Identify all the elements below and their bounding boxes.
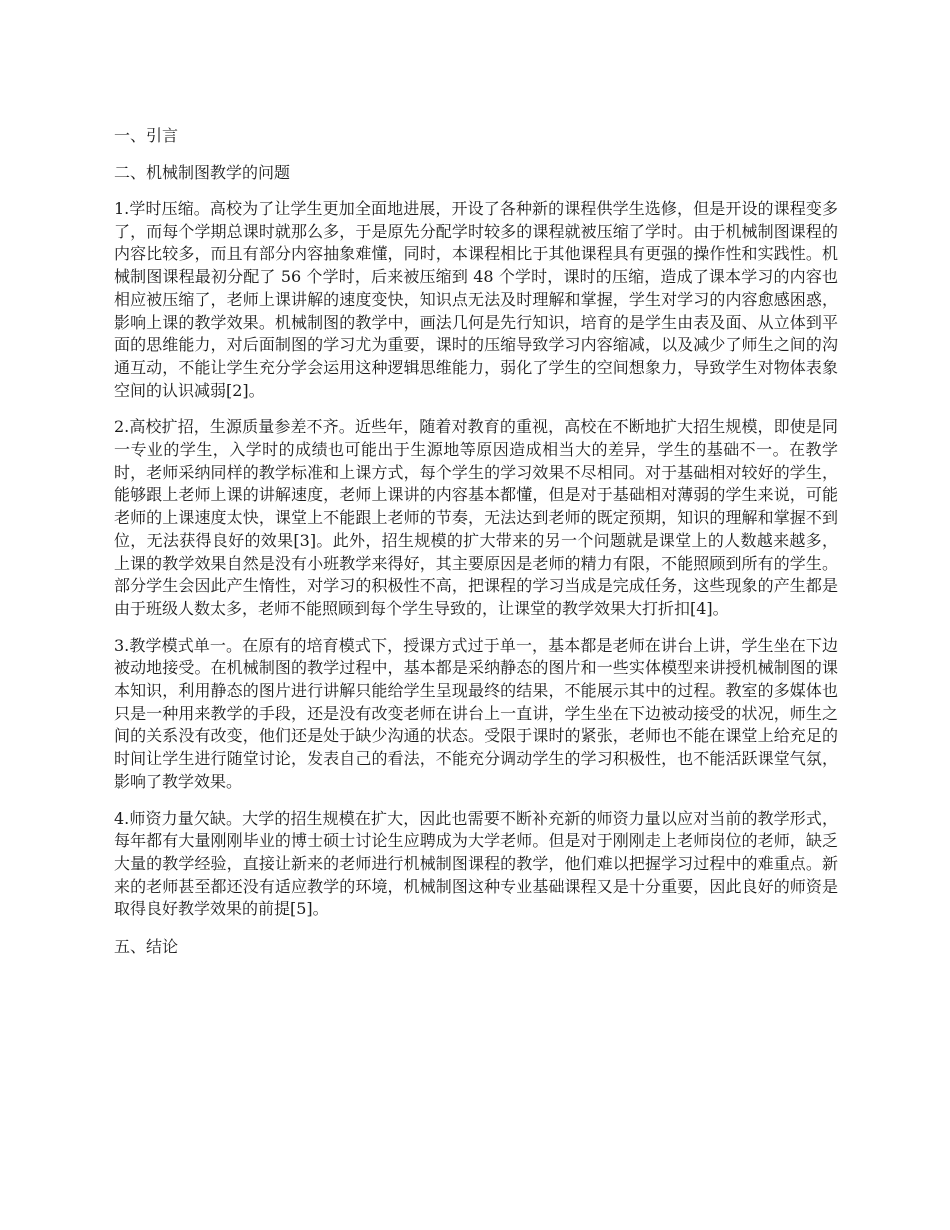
paragraph-class-hours-compression: 1.学时压缩。高校为了让学生更加全面地进展，开设了各种新的课程供学生选修，但是开设的课程变多了，而每个学期总课时就那么多，于是原先分配学时较多的课程就被压缩了学时。由于机械制图课程的内容比较多，而且有部分内容抽象难懂，同时，本课程相比于其他课程具有更强的操作性和实践性。机械制图课程最初分配了 56 个学时，后来被压缩到 48 个学时，课时的压缩，造成了课本学习的内容也相应被压缩了，老师上课讲解的速度变快，知识点无法及时理解和掌握，学生对学习的内容愈感困惑，影响上课的教学效果。机械制图的教学中，画法几何是先行知识，培育的是学生由表及面、从立体到平面的思维能力，对后面制图的学习尤为重要，课时的压缩导致学习内容缩减，以及减少了师生之间的沟通互动，不能让学生充分学会运用这种逻辑思维能力，弱化了学生的空间想象力，导致学生对物体表象空间的认识减弱[2]。 (114, 199, 838, 400)
paragraph-teaching-mode: 3.教学模式单一。在原有的培育模式下，授课方式过于单一，基本都是老师在讲台上讲，学生坐在下边被动地接受。在机械制图的教学过程中，基本都是采纳静态的图片和一些实体模型来讲授机械制图的课本知识，利用静态的图片进行讲解只能给学生呈现最终的结果，不能展示其中的过程。教室的多媒体也只是一种用来教学的手段，还是没有改变老师在讲台上一直讲，学生坐在下边被动接受的状况，师生之间的关系没有改变，他们还是处于缺少沟通的状态。受限于课时的紧张，老师也不能在课堂上给充足的时间让学生进行随堂讨论，发表自己的看法，不能充分调动学生的学习积极性，也不能活跃课堂气氛，影响了教学效果。 (114, 635, 838, 791)
section-heading-conclusion: 五、结论 (114, 937, 179, 957)
paragraph-enrollment-expansion: 2.高校扩招，生源质量参差不齐。近些年，随着对教育的重视，高校在不断地扩大招生规模，即使是同一专业的学生，入学时的成绩也可能出于生源地等原因造成相当大的差异，学生的基础不一。在教学时，老师采纳同样的教学标准和上课方式，每个学生的学习效果不尽相同。对于基础相对较好的学生，能够跟上老师上课的讲解速度，老师上课讲的内容基本都懂，但是对于基础相对薄弱的学生来说，可能老师的上课速度太快，课堂上不能跟上老师的节奏，无法达到老师的既定预期，知识的理解和掌握不到位，无法获得良好的效果[3]。此外，招生规模的扩大带来的另一个问题就是课堂上的人数越来越多，上课的教学效果自然是没有小班教学来得好，其主要原因是老师的精力有限，不能照顾到所有的学生。部分学生会因此产生惰性，对学习的积极性不高，把课程的学习当成是完成任务，这些现象的产生都是由于班级人数太多，老师不能照顾到每个学生导致的，让课堂的教学效果大打折扣[4]。 (114, 417, 838, 618)
section-heading-problems: 二、机械制图教学的问题 (114, 163, 291, 182)
section-heading-introduction: 一、引言 (114, 126, 179, 145)
paragraph-faculty-shortage: 4.师资力量欠缺。大学的招生规模在扩大，因此也需要不断补充新的师资力量以应对当前的教学形式，每年都有大量刚刚毕业的博士硕士讨论生应聘成为大学老师。但是对于刚刚走上老师岗位的老师，缺乏大量的教学经验，直接让新来的老师进行机械制图课程的教学，他们难以把握学习过程中的难重点。新来的老师甚至都还没有适应教学的环境，机械制图这种专业基础课程又是十分重要，因此良好的师资是取得良好教学效果的前提[5]。 (114, 808, 838, 919)
